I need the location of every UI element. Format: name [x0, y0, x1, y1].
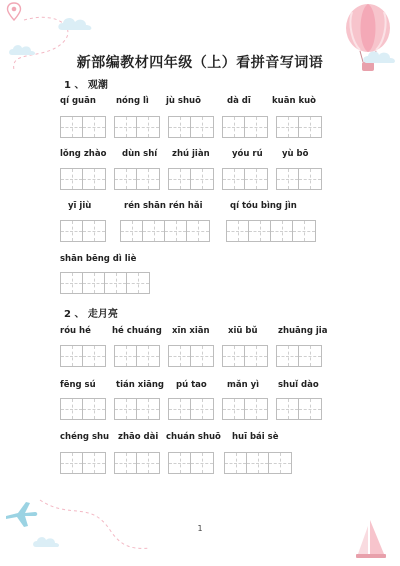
cloud-icon	[32, 534, 62, 550]
writing-grid[interactable]	[60, 452, 106, 474]
pinyin-word: chuán shuō	[166, 432, 221, 442]
writing-grid[interactable]	[60, 272, 150, 294]
writing-grid[interactable]	[60, 398, 106, 420]
writing-grid[interactable]	[276, 116, 322, 138]
pinyin-word: qí tóu bìng jìn	[230, 201, 297, 211]
writing-grid[interactable]	[222, 345, 268, 367]
writing-grid[interactable]	[60, 168, 106, 190]
pinyin-word: fēng sú	[60, 380, 96, 390]
pinyin-word: yī jiù	[68, 201, 92, 211]
page-number: 1	[197, 524, 203, 533]
pinyin-word: shuǐ dào	[278, 380, 319, 390]
pinyin-word: dùn shí	[122, 149, 158, 159]
pinyin-word: zhú jiàn	[172, 149, 210, 159]
writing-grid[interactable]	[168, 345, 214, 367]
writing-grid[interactable]	[168, 452, 214, 474]
writing-grid[interactable]	[114, 398, 160, 420]
pinyin-word: shān bēng dì liè	[60, 254, 137, 264]
writing-grid[interactable]	[168, 398, 214, 420]
page-title: 新部编教材四年级（上）看拼音写词语	[76, 55, 324, 71]
writing-grid[interactable]	[276, 168, 322, 190]
pinyin-word: pú tao	[176, 380, 207, 390]
cloud-icon	[56, 14, 96, 34]
pinyin-word: nóng lì	[116, 96, 149, 106]
writing-grid[interactable]	[114, 168, 160, 190]
pinyin-word: tián xiāng	[116, 380, 164, 390]
section-title-zouyueliang: 2 、 走月亮	[64, 309, 118, 320]
sailboat-icon	[350, 516, 390, 560]
pinyin-word: yóu rú	[232, 149, 263, 159]
pinyin-word: mǎn yì	[227, 380, 260, 390]
pinyin-word: yù bō	[282, 149, 309, 159]
writing-grid[interactable]	[276, 398, 322, 420]
writing-grid[interactable]	[226, 220, 316, 242]
pinyin-word: xiū bǔ	[228, 326, 258, 336]
pinyin-word: zhuāng jia	[278, 326, 328, 336]
pinyin-word: dà dī	[227, 96, 251, 106]
pinyin-word: chéng shu	[60, 432, 110, 442]
pinyin-word: kuān kuò	[272, 96, 316, 106]
writing-grid[interactable]	[60, 116, 106, 138]
pinyin-word: xīn xiān	[172, 326, 210, 336]
writing-grid[interactable]	[276, 345, 322, 367]
writing-grid[interactable]	[60, 345, 106, 367]
pinyin-word: róu hé	[60, 326, 91, 336]
writing-grid[interactable]	[222, 398, 268, 420]
pinyin-word: huī bái sè	[232, 432, 279, 442]
writing-grid[interactable]	[224, 452, 292, 474]
writing-grid[interactable]	[168, 116, 214, 138]
writing-grid[interactable]	[114, 345, 160, 367]
writing-grid[interactable]	[114, 116, 160, 138]
pinyin-word: lǒng zhào	[60, 149, 107, 159]
writing-grid[interactable]	[114, 452, 160, 474]
pinyin-word: qí guān	[60, 96, 96, 106]
section-title-guanchao: 1 、 观潮	[64, 80, 108, 91]
writing-grid[interactable]	[60, 220, 106, 242]
writing-grid[interactable]	[222, 116, 268, 138]
writing-grid[interactable]	[168, 168, 214, 190]
writing-grid[interactable]	[222, 168, 268, 190]
pinyin-word: rén shān rén hǎi	[124, 201, 203, 211]
pinyin-word: jù shuō	[166, 96, 201, 106]
writing-grid[interactable]	[120, 220, 210, 242]
pinyin-word: hé chuáng	[112, 326, 162, 336]
pinyin-word: zhāo dài	[118, 432, 159, 442]
